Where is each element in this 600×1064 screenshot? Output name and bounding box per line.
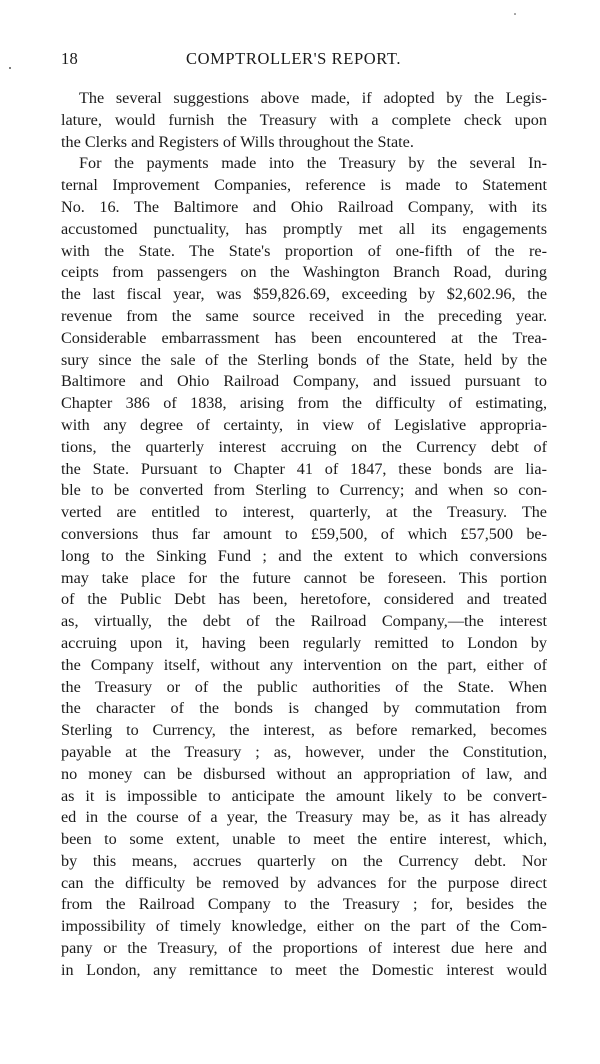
text-line: long to the Sinking Fund ; and the extent to which conversions (61, 546, 547, 565)
text-line: been to some extent, unable to meet the entire interest, which, (61, 830, 547, 849)
scan-speck (9, 67, 11, 69)
text-line: may take place for the future cannot be foreseen. This portion (61, 568, 547, 587)
text-line: ceipts from passengers on the Washington Branch Road, during (61, 263, 547, 282)
text-line: pany or the Treasury, of the proportions of interest due here and (61, 939, 547, 958)
running-title: COMPTROLLER'S REPORT. (186, 49, 402, 68)
text-line: with any degree of certainty, in view of Legislative appropria- (61, 415, 547, 434)
text-line: the last fiscal year, was $59,826.69, exceeding by $2,602.96, the (61, 285, 547, 304)
text-line: ble to be converted from Sterling to Currency; and when so con- (61, 481, 547, 500)
text-line: no money can be disbursed without an appropriation of law, and (61, 764, 547, 783)
text-line: impossibility of timely knowledge, either on the part of the Com- (61, 917, 547, 936)
text-line: the character of the bonds is changed by commutation from (61, 699, 547, 718)
text-line: conversions thus far amount to £59,500, of which £57,500 be- (61, 524, 547, 543)
text-line: by this means, accrues quarterly on the Currency debt. Nor (61, 851, 547, 870)
text-line: the Clerks and Registers of Wills throughout the State. (61, 132, 414, 151)
text-line: Chapter 386 of 1838, arising from the difficulty of estimating, (61, 394, 547, 413)
text-line: as it is impossible to anticipate the amount likely to be convert- (61, 786, 547, 805)
text-line: as, virtually, the debt of the Railroad Company,—the interest (61, 612, 547, 631)
text-line: accruing upon it, having been regularly remitted to London by (61, 633, 547, 652)
text-line: the Treasury or of the public authorities of the State. When (61, 677, 547, 696)
running-head (61, 49, 547, 73)
text-line: No. 16. The Baltimore and Ohio Railroad Company, with its (61, 197, 547, 216)
text-line: tions, the quarterly interest accruing on the Currency debt of (61, 437, 547, 456)
text-line: can the difficulty be removed by advances for the purpose direct (61, 873, 547, 892)
text-line: ternal Improvement Companies, reference is made to Statement (61, 176, 547, 195)
text-line: revenue from the same source received in the preceding year. (61, 306, 547, 325)
page-number: 18 (61, 49, 79, 68)
text-line: in London, any remittance to meet the Domestic interest would (61, 960, 547, 979)
text-line: For the payments made into the Treasury by the several In- (79, 154, 547, 173)
text-line: the State. Pursuant to Chapter 41 of 1847, these bonds are lia- (61, 459, 547, 478)
text-line: sury since the sale of the Sterling bonds of the State, held by the (61, 350, 547, 369)
text-line: with the State. The State's proportion of one-fifth of the re- (61, 241, 547, 260)
text-line: verted are entitled to interest, quarterly, at the Treasury. The (61, 503, 547, 522)
text-line: from the Railroad Company to the Treasury ; for, besides the (61, 895, 547, 914)
body-text (61, 88, 547, 982)
scan-speck (514, 13, 516, 15)
text-line: Sterling to Currency, the interest, as before remarked, becomes (61, 721, 547, 740)
text-line: ed in the course of a year, the Treasury may be, as it has already (61, 808, 547, 827)
text-line: the Company itself, without any intervention on the part, either of (61, 655, 547, 674)
text-line: lature, would furnish the Treasury with a complete check upon (61, 110, 547, 129)
text-line: Baltimore and Ohio Railroad Company, and issued pursuant to (61, 372, 547, 391)
text-line: Considerable embarrassment has been encountered at the Trea- (61, 328, 547, 347)
text-line: payable at the Treasury ; as, however, under the Constitution, (61, 742, 547, 761)
text-line: of the Public Debt has been, heretofore, considered and treated (61, 590, 547, 609)
text-line: accustomed punctuality, has promptly met all its engagements (61, 219, 547, 238)
text-line: The several suggestions above made, if adopted by the Legis- (79, 89, 547, 107)
